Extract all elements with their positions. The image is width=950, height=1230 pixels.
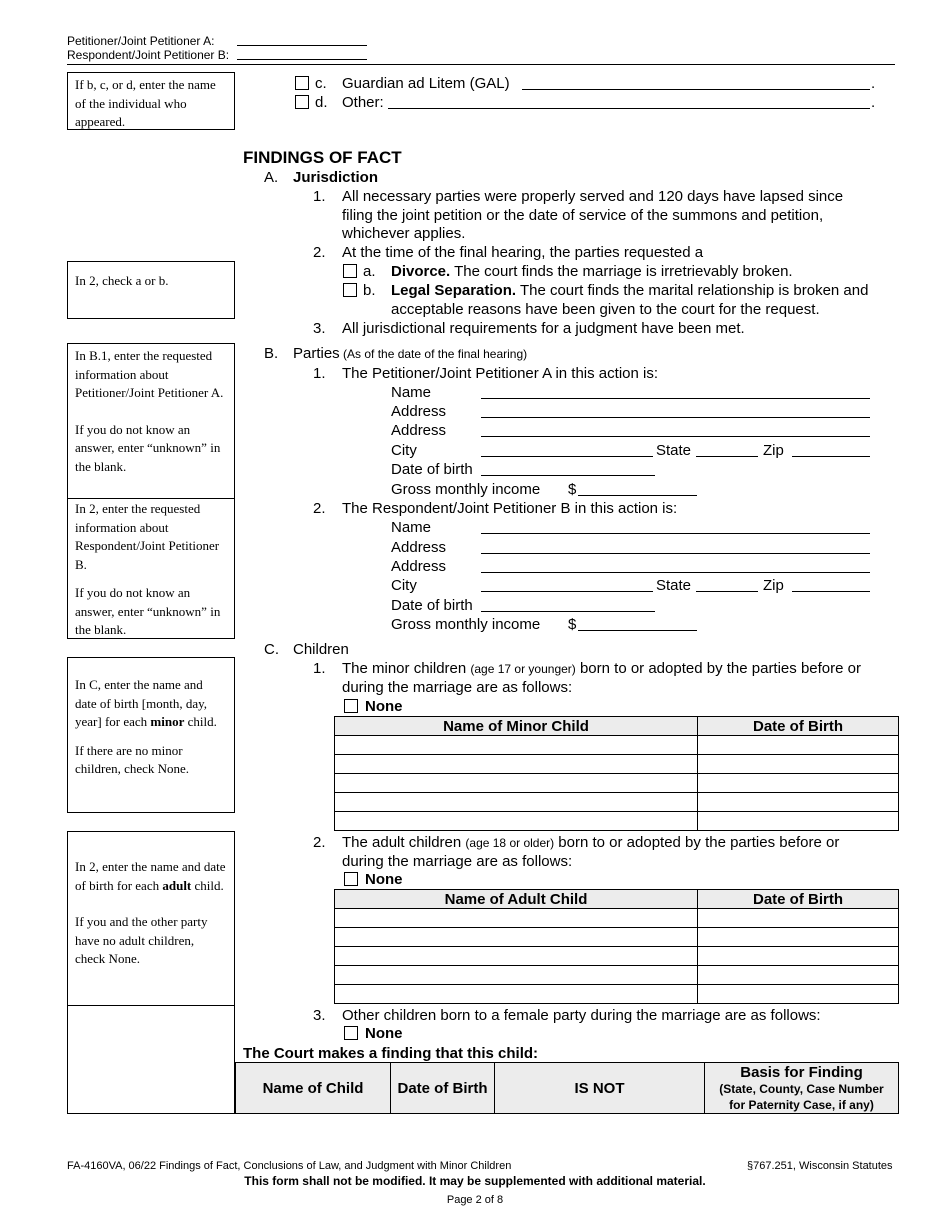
party-b-address1-field[interactable] bbox=[481, 553, 870, 554]
party-b-income-label: Gross monthly income bbox=[391, 616, 541, 633]
a3-text: All jurisdictional requirements for a judgment have been met. bbox=[342, 320, 745, 337]
instruction-box-appearance: If b, c, or d, enter the name of the individual who appeared. bbox=[67, 72, 235, 130]
table-row bbox=[335, 947, 899, 966]
party-b-zip-label: Zip bbox=[763, 577, 784, 594]
table-row bbox=[335, 812, 899, 831]
adult-none-checkbox[interactable] bbox=[344, 872, 358, 886]
minor-children-table bbox=[334, 716, 899, 831]
table-row bbox=[335, 774, 899, 793]
gal-name-field[interactable] bbox=[522, 89, 870, 90]
party-b-name-field[interactable] bbox=[481, 533, 870, 534]
party-a-address2-field[interactable] bbox=[481, 436, 870, 437]
adult-children-table bbox=[334, 889, 899, 1004]
party-a-city-field[interactable] bbox=[481, 456, 653, 457]
a2-number: 2. bbox=[313, 244, 326, 261]
petitioner-label: Petitioner/Joint Petitioner A: bbox=[67, 34, 215, 48]
table-row bbox=[335, 793, 899, 812]
is-not-header: IS NOT bbox=[495, 1063, 705, 1114]
a1-line3: whichever applies. bbox=[342, 225, 466, 242]
legal-separation-option: Legal Separation. The court finds the marital relationship is broken and bbox=[391, 282, 869, 299]
petitioner-name-field[interactable] bbox=[237, 45, 367, 46]
other-name-header: Name of Child bbox=[236, 1063, 391, 1114]
other-dob-header: Date of Birth bbox=[391, 1063, 495, 1114]
section-a-title: Jurisdiction bbox=[293, 169, 379, 186]
minor-none-label: None bbox=[365, 698, 403, 715]
c3-text: Other children born to a female party during the marriage are as follows: bbox=[342, 1007, 821, 1024]
court-finding-label: The Court makes a finding that this child: bbox=[243, 1045, 539, 1062]
b1-text: The Petitioner/Joint Petitioner A in this action is: bbox=[342, 365, 659, 382]
gal-label: Guardian ad Litem (GAL) bbox=[342, 75, 510, 92]
c2-number: 2. bbox=[313, 834, 326, 851]
party-a-dob-label: Date of birth bbox=[391, 461, 473, 478]
party-b-name-label: Name bbox=[391, 519, 432, 536]
findings-title: FINDINGS OF FACT bbox=[243, 148, 402, 167]
a1-number: 1. bbox=[313, 188, 326, 205]
table-row bbox=[335, 985, 899, 1004]
section-c-title: Children bbox=[293, 641, 349, 658]
instruction-box-party-a: In B.1, enter the requested information about Petitioner/Joint Petitioner A. If you do not know an answer, enter “unknown” in the blank. bbox=[67, 343, 235, 499]
party-a-city-label: City bbox=[391, 442, 417, 459]
a1-line2: filing the joint petition or the date of service of the summons and petition, bbox=[342, 207, 824, 224]
table-row bbox=[335, 909, 899, 928]
table-row bbox=[335, 736, 899, 755]
divorce-checkbox[interactable] bbox=[343, 264, 357, 278]
party-b-dob-field[interactable] bbox=[481, 611, 655, 612]
party-b-address1-label: Address bbox=[391, 539, 447, 556]
party-a-zip-field[interactable] bbox=[792, 456, 870, 457]
respondent-label: Respondent/Joint Petitioner B: bbox=[67, 48, 230, 62]
party-b-dollar-sign: $ bbox=[568, 616, 577, 633]
other-none-label: None bbox=[365, 1025, 403, 1042]
section-b-letter: B. bbox=[264, 345, 279, 362]
party-a-address2-label: Address bbox=[391, 422, 447, 439]
instruction-box-jurisdiction: In 2, check a or b. bbox=[67, 261, 235, 319]
divorce-option: Divorce. The court finds the marriage is irretrievably broken. bbox=[391, 263, 793, 280]
party-b-income-field[interactable] bbox=[578, 630, 697, 631]
minor-none-checkbox[interactable] bbox=[344, 699, 358, 713]
section-b-title: Parties (As of the date of the final hearing) bbox=[293, 345, 528, 362]
other-name-field[interactable] bbox=[388, 108, 870, 109]
legal-separation-checkbox[interactable] bbox=[343, 283, 357, 297]
other-checkbox[interactable] bbox=[295, 95, 309, 109]
a2-text: At the time of the final hearing, the parties requested a bbox=[342, 244, 704, 261]
minor-dob-header: Date of Birth bbox=[698, 717, 899, 736]
minor-name-header: Name of Minor Child bbox=[335, 717, 698, 736]
other-children-table bbox=[235, 1062, 899, 1114]
table-row bbox=[335, 928, 899, 947]
a3-number: 3. bbox=[313, 320, 326, 337]
party-a-dollar-sign: $ bbox=[568, 481, 577, 498]
table-row bbox=[335, 966, 899, 985]
party-a-name-field[interactable] bbox=[481, 398, 870, 399]
section-c-letter: C. bbox=[264, 641, 279, 658]
party-a-state-label: State bbox=[656, 442, 692, 459]
table-row bbox=[335, 755, 899, 774]
c3-number: 3. bbox=[313, 1007, 326, 1024]
form-id: FA-4160VA, 06/22 Findings of Fact, Conclusions of Law, and Judgment with Minor Children bbox=[67, 1160, 512, 1172]
party-b-city-field[interactable] bbox=[481, 591, 653, 592]
header-divider bbox=[67, 64, 895, 65]
b1-number: 1. bbox=[313, 365, 326, 382]
respondent-name-field[interactable] bbox=[237, 59, 367, 60]
a1-line1: All necessary parties were properly served and 120 days have lapsed since bbox=[342, 188, 844, 205]
statute-reference: §767.251, Wisconsin Statutes bbox=[747, 1160, 893, 1172]
a2b-line2: acceptable reasons have been given to the court for the request. bbox=[391, 301, 820, 318]
other-letter: d. bbox=[315, 94, 328, 111]
basis-header: Basis for Finding (State, County, Case Number for Paternity Case, if any) bbox=[705, 1063, 899, 1114]
other-period: . bbox=[871, 94, 876, 111]
adult-dob-header: Date of Birth bbox=[698, 890, 899, 909]
instruction-box-adult-children: In 2, enter the name and date of birth for each adult child. If you and the other party have no adult children, check None. bbox=[67, 831, 235, 1006]
party-a-income-field[interactable] bbox=[578, 495, 697, 496]
party-a-income-label: Gross monthly income bbox=[391, 481, 541, 498]
party-b-state-label: State bbox=[656, 577, 692, 594]
party-b-dob-label: Date of birth bbox=[391, 597, 473, 614]
c2-text: The adult children (age 18 or older) born to or adopted by the parties before or bbox=[342, 834, 840, 851]
party-a-address1-field[interactable] bbox=[481, 417, 870, 418]
b2-number: 2. bbox=[313, 500, 326, 517]
section-a-letter: A. bbox=[264, 169, 279, 186]
party-a-address1-label: Address bbox=[391, 403, 447, 420]
party-b-address2-label: Address bbox=[391, 558, 447, 575]
page-number: Page 2 of 8 bbox=[446, 1194, 504, 1206]
other-label: Other: bbox=[342, 94, 384, 111]
party-a-name-label: Name bbox=[391, 384, 432, 401]
a2b-letter: b. bbox=[363, 282, 376, 299]
modification-notice: This form shall not be modified. It may be supplemented with additional material. bbox=[244, 1174, 706, 1188]
c1-text: The minor children (age 17 or younger) born to or adopted by the parties before or bbox=[342, 660, 861, 677]
gal-checkbox[interactable] bbox=[295, 76, 309, 90]
instruction-box-minor-children: In C, enter the name and date of birth [month, day, year] for each minor child. If there are no minor children, check None. bbox=[67, 657, 235, 813]
party-a-zip-label: Zip bbox=[763, 442, 784, 459]
party-a-state-field[interactable] bbox=[696, 456, 758, 457]
gal-period: . bbox=[871, 75, 876, 92]
c1-number: 1. bbox=[313, 660, 326, 677]
party-b-state-field[interactable] bbox=[696, 591, 758, 592]
party-b-zip-field[interactable] bbox=[792, 591, 870, 592]
party-b-city-label: City bbox=[391, 577, 417, 594]
adult-name-header: Name of Adult Child bbox=[335, 890, 698, 909]
b2-text: The Respondent/Joint Petitioner B in this action is: bbox=[342, 500, 678, 517]
a2a-letter: a. bbox=[363, 263, 376, 280]
adult-none-label: None bbox=[365, 871, 403, 888]
other-none-checkbox[interactable] bbox=[344, 1026, 358, 1040]
c2-line2: during the marriage are as follows: bbox=[342, 853, 573, 870]
instruction-box-other-children bbox=[67, 1005, 235, 1114]
c1-line2: during the marriage are as follows: bbox=[342, 679, 573, 696]
gal-letter: c. bbox=[315, 75, 327, 92]
party-b-address2-field[interactable] bbox=[481, 572, 870, 573]
party-a-dob-field[interactable] bbox=[481, 475, 655, 476]
instruction-box-party-b: In 2, enter the requested information about Respondent/Joint Petitioner B. If you do not know an answer, enter “unknown” in the blank. bbox=[67, 498, 235, 639]
